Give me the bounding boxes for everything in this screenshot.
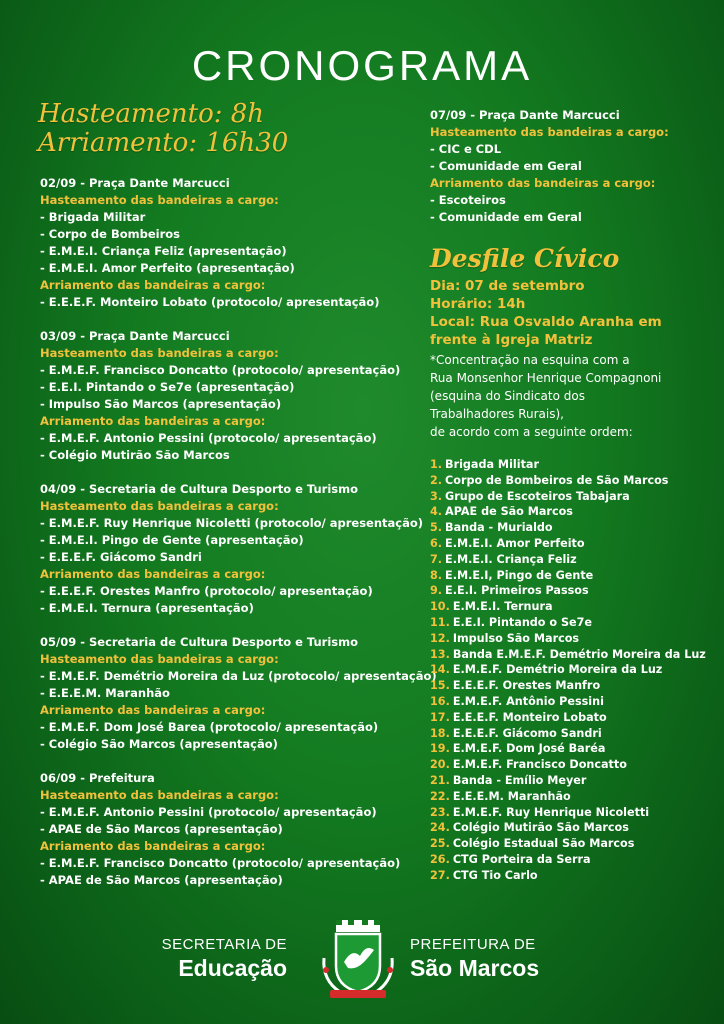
schedule-right-column	[430, 107, 710, 884]
order-text: Brigada Militar	[445, 458, 539, 471]
hasteamento-label: Hasteamento das bandeiras a cargo:	[40, 346, 279, 360]
list-item: - E.M.E.F. Francisco Doncatto (protocolo/ apresentação)	[40, 363, 401, 377]
block-heading: 05/09 - Secretaria de Cultura Desporto e Turismo	[40, 635, 359, 649]
order-number: 25.	[430, 837, 450, 851]
list-item: - Corpo de Bombeiros	[40, 227, 180, 241]
order-number: 5.	[430, 521, 443, 535]
list-item	[430, 805, 710, 821]
order-text: APAE de São Marcos	[445, 505, 573, 519]
hasteamento-label: Hasteamento das bandeiras a cargo:	[430, 125, 669, 139]
desfile-dia: Dia: 07 de setembro	[430, 278, 585, 294]
list-item: - Comunidade em Geral	[430, 210, 582, 224]
list-item: - E.E.I. Pintando o Se7e (apresentação)	[40, 380, 295, 394]
concentration-note	[430, 351, 710, 441]
list-item	[430, 789, 710, 805]
list-item: - E.E.E.F. Giácomo Sandri	[40, 550, 202, 564]
order-number: 6.	[430, 536, 443, 550]
order-text: E.M.E.I. Amor Perfeito	[445, 536, 585, 550]
secretaria-label: SECRETARIA DE	[161, 936, 287, 953]
order-text: Colégio Mutirão São Marcos	[452, 821, 629, 835]
hasteamento-label: Hasteamento das bandeiras a cargo:	[40, 788, 279, 802]
schedule-block	[40, 328, 430, 464]
hasteamento-hours: Hasteamento: 8h	[38, 99, 265, 129]
order-number: 21.	[430, 773, 450, 787]
list-item	[430, 583, 710, 599]
desfile-title: Desfile Cívico	[430, 244, 620, 273]
order-text: E.E.E.F. Orestes Manfro	[452, 679, 601, 693]
order-number: 7.	[430, 552, 443, 566]
list-item: - Escoteiros	[430, 193, 506, 207]
order-text: CTG Tio Carlo	[452, 868, 538, 882]
list-item	[430, 678, 710, 694]
arriamento-label: Arriamento das bandeiras a cargo:	[430, 176, 656, 190]
note-line: Trabalhadores Rurais),	[430, 407, 564, 421]
order-number: 19.	[430, 742, 450, 756]
block-heading: 03/09 - Praça Dante Marcucci	[40, 329, 230, 343]
list-item: - E.M.E.F. Antonio Pessini (protocolo/ apresentação)	[40, 805, 377, 819]
desfile-section	[430, 243, 710, 884]
secretaria-name: Educação	[178, 955, 287, 981]
order-number: 22.	[430, 789, 450, 803]
order-number: 8.	[430, 568, 443, 582]
order-text: Corpo de Bombeiros de São Marcos	[445, 473, 669, 487]
list-item: - E.M.E.F. Demétrio Moreira da Luz (protocolo/ apresentação)	[40, 669, 437, 683]
list-item	[430, 631, 710, 647]
list-item	[430, 536, 710, 552]
list-item	[430, 552, 710, 568]
order-number: 2.	[430, 473, 443, 487]
order-number: 24.	[430, 821, 450, 835]
list-item	[430, 662, 710, 678]
note-line: (esquina do Sindicato dos	[430, 389, 585, 403]
schedule-left-column	[40, 175, 437, 906]
order-text: E.M.E.I. Criança Feliz	[445, 552, 577, 566]
order-text: E.M.E.F. Demétrio Moreira da Luz	[452, 663, 663, 677]
order-number: 11.	[430, 615, 450, 629]
arriamento-label: Arriamento das bandeiras a cargo:	[40, 703, 266, 717]
block-heading: 07/09 - Praça Dante Marcucci	[430, 108, 620, 122]
list-item	[430, 852, 710, 868]
list-item	[430, 599, 710, 615]
note-line: *Concentração na esquina com a	[430, 353, 630, 367]
order-text: E.M.E.I. Ternura	[452, 600, 553, 614]
order-text: E.E.I. Primeiros Passos	[445, 584, 589, 598]
order-number: 4.	[430, 505, 443, 519]
list-item	[430, 836, 710, 852]
order-number: 14.	[430, 663, 450, 677]
list-item	[430, 820, 710, 836]
list-item: - E.E.E.M. Maranhão	[40, 686, 170, 700]
order-number: 13.	[430, 647, 450, 661]
order-number: 15.	[430, 679, 450, 693]
schedule-block	[40, 770, 430, 889]
arriamento-hours: Arriamento: 16h30	[38, 128, 289, 158]
list-item: - Colégio Mutirão São Marcos	[40, 448, 230, 462]
parade-order-list	[430, 457, 710, 884]
order-text: Grupo de Escoteiros Tabajara	[445, 489, 630, 503]
schedule-block	[40, 481, 430, 617]
list-item: - E.M.E.I. Ternura (apresentação)	[40, 601, 254, 615]
list-item: - E.M.E.I. Pingo de Gente (apresentação)	[40, 533, 304, 547]
list-item: - E.E.E.F. Monteiro Lobato (protocolo/ apresentação)	[40, 295, 380, 309]
list-item: - Colégio São Marcos (apresentação)	[40, 737, 278, 751]
list-item	[430, 568, 710, 584]
order-text: E.M.E.F. Francisco Doncatto	[452, 758, 627, 772]
list-item	[430, 520, 710, 536]
list-item	[430, 489, 710, 505]
order-number: 17.	[430, 710, 450, 724]
order-text: Banda E.M.E.F. Demétrio Moreira da Luz	[452, 647, 706, 661]
list-item	[430, 868, 710, 884]
list-item	[430, 773, 710, 789]
order-number: 10.	[430, 600, 450, 614]
list-item: - E.M.E.F. Dom José Barea (protocolo/ apresentação)	[40, 720, 379, 734]
note-line: de acordo com a seguinte ordem:	[430, 425, 633, 439]
order-text: E.M.E.F. Antônio Pessini	[452, 694, 604, 708]
list-item	[430, 694, 710, 710]
order-number: 16.	[430, 694, 450, 708]
order-text: E.M.E.I, Pingo de Gente	[445, 568, 594, 582]
block-heading: 02/09 - Praça Dante Marcucci	[40, 176, 230, 190]
page-title: CRONOGRAMA	[191, 42, 533, 89]
order-number: 23.	[430, 805, 450, 819]
order-text: Impulso São Marcos	[452, 631, 580, 645]
order-text: E.E.E.F. Monteiro Lobato	[452, 710, 607, 724]
order-number: 27.	[430, 868, 450, 882]
prefeitura-logo-text	[410, 936, 539, 982]
arriamento-label: Arriamento das bandeiras a cargo:	[40, 278, 266, 292]
list-item: - E.M.E.F. Antonio Pessini (protocolo/ apresentação)	[40, 431, 377, 445]
list-item: - Impulso São Marcos (apresentação)	[40, 397, 282, 411]
secretaria-logo-text	[162, 936, 287, 982]
list-item: - Brigada Militar	[40, 210, 146, 224]
list-item	[430, 710, 710, 726]
list-item: - E.M.E.F. Francisco Doncatto (protocolo/ apresentação)	[40, 856, 401, 870]
order-text: E.M.E.F. Ruy Henrique Nicoletti	[452, 805, 650, 819]
list-item	[430, 473, 710, 489]
schedule-block	[40, 175, 430, 311]
order-text: Colégio Estadual São Marcos	[452, 837, 635, 851]
desfile-horario: Horário: 14h	[430, 296, 526, 312]
note-line: Rua Monsenhor Henrique Compagnoni	[430, 371, 662, 385]
prefeitura-label: PREFEITURA DE	[410, 936, 536, 953]
order-text: E.E.E.F. Giácomo Sandri	[452, 726, 602, 740]
list-item	[430, 741, 710, 757]
prefeitura-name: São Marcos	[410, 955, 540, 981]
order-number: 9.	[430, 584, 443, 598]
hasteamento-label: Hasteamento das bandeiras a cargo:	[40, 193, 279, 207]
order-number: 18.	[430, 726, 450, 740]
block-heading: 06/09 - Prefeitura	[40, 771, 155, 785]
order-number: 3.	[430, 489, 443, 503]
list-item: - APAE de São Marcos (apresentação)	[40, 873, 283, 887]
order-number: 26.	[430, 852, 450, 866]
arriamento-label: Arriamento das bandeiras a cargo:	[40, 567, 266, 581]
order-number: 20.	[430, 758, 450, 772]
order-text: E.E.I. Pintando o Se7e	[452, 615, 592, 629]
list-item: - CIC e CDL	[430, 142, 502, 156]
order-text: E.M.E.F. Dom José Baréa	[452, 742, 606, 756]
list-item	[430, 726, 710, 742]
arriamento-label: Arriamento das bandeiras a cargo:	[40, 839, 266, 853]
list-item: - E.M.E.F. Ruy Henrique Nicoletti (protocolo/ apresentação)	[40, 516, 424, 530]
order-text: E.E.E.M. Maranhão	[452, 789, 571, 803]
list-item: - E.E.E.F. Orestes Manfro (protocolo/ apresentação)	[40, 584, 373, 598]
list-item	[430, 504, 710, 520]
schedule-block	[430, 107, 710, 226]
hasteamento-label: Hasteamento das bandeiras a cargo:	[40, 652, 279, 666]
list-item: - E.M.E.I. Criança Feliz (apresentação)	[40, 244, 287, 258]
list-item	[430, 457, 710, 473]
hasteamento-label: Hasteamento das bandeiras a cargo:	[40, 499, 279, 513]
list-item: - Comunidade em Geral	[430, 159, 582, 173]
arriamento-label: Arriamento das bandeiras a cargo:	[40, 414, 266, 428]
desfile-local: Local: Rua Osvaldo Aranha em frente à Igreja Matriz	[430, 314, 662, 348]
order-number: 12.	[430, 631, 450, 645]
list-item	[430, 615, 710, 631]
schedule-block	[40, 634, 437, 753]
order-number: 1.	[430, 458, 443, 471]
order-text: Banda - Emílio Meyer	[452, 773, 587, 787]
block-heading: 04/09 - Secretaria de Cultura Desporto e Turismo	[40, 482, 359, 496]
order-text: Banda - Murialdo	[445, 521, 553, 535]
list-item	[430, 757, 710, 773]
list-item: - APAE de São Marcos (apresentação)	[40, 822, 283, 836]
list-item	[430, 647, 710, 663]
municipal-crest-icon	[316, 918, 400, 1002]
list-item: - E.M.E.I. Amor Perfeito (apresentação)	[40, 261, 295, 275]
footer	[0, 918, 724, 1008]
hours-block	[38, 100, 288, 158]
order-text: CTG Porteira da Serra	[452, 852, 591, 866]
